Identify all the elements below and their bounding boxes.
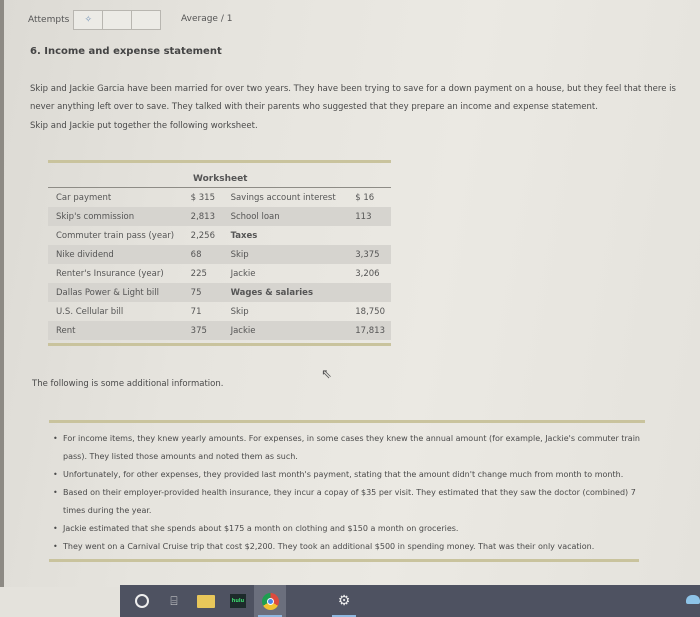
table-cell: 3,206	[355, 268, 380, 279]
worksheet-title: Worksheet	[48, 171, 391, 188]
list-item: • Jackie estimated that she spends about $175 a month on clothing and $150 a month on groceries.	[63, 520, 645, 538]
file-explorer-icon	[197, 595, 215, 608]
table-cell: 17,813	[355, 321, 391, 340]
taskbar-search-button[interactable]	[126, 585, 158, 617]
info-top-rule	[49, 420, 645, 423]
attempt-box-3	[131, 10, 161, 30]
table-cell: Skip	[230, 306, 249, 317]
settings-icon: ⚙	[337, 593, 351, 609]
table-cell: Car payment	[56, 192, 112, 203]
table-row	[48, 302, 391, 321]
table-cell: Nike dividend	[48, 245, 191, 264]
table-cell: 18,750	[355, 306, 385, 317]
table-cell: Skip's commission	[48, 207, 191, 226]
table-cell: Dallas Power & Light bill	[48, 283, 191, 302]
table-cell: 71	[190, 306, 202, 317]
screen-edge	[0, 0, 4, 590]
table-cell	[355, 283, 391, 302]
table-cell: 2,813	[191, 207, 231, 226]
table-cell: Commuter train pass (year)	[56, 230, 175, 241]
worksheet-top-rule	[48, 160, 391, 163]
task-view-icon: ⌸	[170, 593, 178, 608]
table-cell: 375	[191, 321, 231, 340]
question-intro-2: Skip and Jackie put together the following worksheet.	[30, 121, 258, 131]
table-row	[48, 283, 391, 302]
list-item: • Unfortunately, for other expenses, they provided last month's payment, stating that the amount didn't change much from month to month.	[63, 466, 645, 484]
list-item: • Based on their employer-provided health insurance, they incur a copay of $35 per visit. They estimated that they saw the doctor (combined) 7 times during the year.	[63, 484, 645, 520]
taskbar-settings-button[interactable]	[328, 585, 360, 617]
attempt-marker-icon: ✧	[84, 15, 93, 25]
table-cell: School loan	[231, 207, 356, 226]
table-cell: Savings account interest	[230, 192, 336, 203]
chrome-icon	[262, 593, 279, 610]
table-cell: 3,375	[355, 245, 391, 264]
table-row	[48, 226, 391, 245]
attempts-label: Attempts	[28, 15, 70, 25]
table-cell	[355, 226, 391, 245]
info-bottom-rule	[49, 559, 639, 562]
table-cell: $ 16	[355, 192, 375, 203]
table-row	[48, 321, 391, 340]
attempt-box-2	[102, 10, 132, 30]
table-cell: 2,256	[190, 230, 215, 241]
additional-info-box	[49, 420, 645, 562]
table-cell: Skip	[231, 245, 356, 264]
worksheet-bottom-rule	[48, 343, 391, 346]
cloud-icon	[686, 595, 700, 604]
hulu-icon: hulu	[230, 594, 246, 608]
table-cell: 225	[190, 268, 207, 279]
worksheet-table	[48, 160, 391, 346]
table-cell: 68	[191, 245, 231, 264]
question-intro: Skip and Jackie Garcia have been married for over two years. They have been trying to save for a down payment on a house, but they feel that there is never anything left over to save. They talked with their parents who suggested that they prepare an income and expense statement.	[30, 84, 676, 112]
taskbar-chrome-button[interactable]	[254, 585, 286, 617]
list-item: • For income items, they knew yearly amounts. For expenses, in some cases they knew the annual amount (for example, Jackie's commuter train pass). They listed those amounts and noted them as such.	[63, 430, 645, 466]
table-row	[48, 245, 391, 264]
table-cell: $ 315	[190, 192, 215, 203]
table-cell: Rent	[48, 321, 191, 340]
list-item: • They went on a Carnival Cruise trip that cost $2,200. They took an additional $500 in spending money. That was their only vacation.	[63, 538, 645, 556]
table-row	[48, 188, 391, 207]
additional-info-label: The following is some additional information.	[32, 379, 224, 389]
windows-taskbar	[120, 585, 700, 617]
average-score: Average / 1	[181, 14, 233, 24]
taskbar-task-view-button[interactable]	[158, 585, 190, 617]
table-cell: Taxes	[230, 230, 258, 241]
table-row	[48, 264, 391, 283]
table-cell: U.S. Cellular bill	[56, 306, 124, 317]
search-icon	[135, 594, 149, 608]
table-cell: 113	[355, 207, 391, 226]
table-row	[48, 207, 391, 226]
taskbar-hulu-button[interactable]	[222, 585, 254, 617]
attempts-indicator	[28, 10, 161, 30]
page-bottom	[0, 587, 120, 617]
taskbar-file-explorer-button[interactable]	[190, 585, 222, 617]
info-bullet-list	[49, 430, 645, 556]
mouse-cursor-icon: ⇖	[321, 367, 332, 382]
attempt-box-1	[73, 10, 103, 30]
worksheet-grid	[48, 188, 391, 340]
question-title: 6. Income and expense statement	[30, 46, 222, 57]
table-cell: Jackie	[230, 268, 256, 279]
table-cell: Jackie	[231, 321, 356, 340]
table-cell: Renter's Insurance (year)	[56, 268, 164, 279]
table-cell: Wages & salaries	[231, 283, 356, 302]
table-cell: 75	[191, 283, 231, 302]
